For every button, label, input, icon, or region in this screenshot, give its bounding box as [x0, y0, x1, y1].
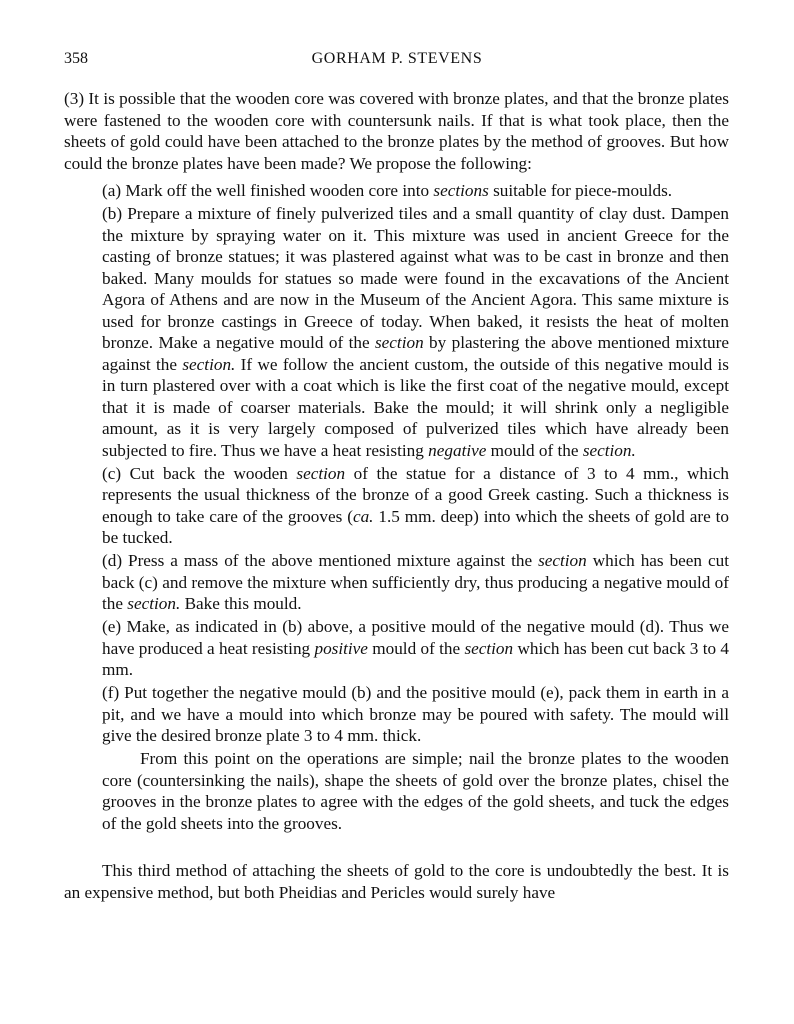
step-f: (f) Put together the negative mould (b) and the positive mould (e), pack them in earth in a pit, and we have a mould into which bronze may be poured with safety. The mould will give the desired bronze plate 3 to 4 mm. thick.: [102, 683, 729, 745]
emphasis: negative: [428, 440, 487, 460]
step-b: (b) Prepare a mixture of finely pulverized tiles and a small quantity of clay dust. Dampen the mixture by spraying water on it. This mixture was used in ancient Greece for the casting of bronze statues; it was plastered against what was to be cast in bronze and then baked. Many moulds for statues so made were found in the excavations of the Ancient Agora of Athens and are now in the Museum of the Ancient Agora. This same mixture is used for bronze castings in Greece of today. When baked, it resists the heat of molten bronze. Make a negative mould of the section by plastering the above mentioned mixture against the section. If we follow the ancient custom, the outside of this negative mould is in turn plastered over with a coat which is like the first coat of the negative mould, except that it is made of coarser materials. Bake the mould; it will shrink only a negligible amount, as it is very largely composed of pulverized tiles which have already been subjected to fire. Thus we have a heat resisting negative mould of the section.: [102, 204, 729, 460]
emphasis: section: [538, 551, 587, 570]
emphasis: section.: [182, 354, 236, 374]
procedure-steps: [102, 180, 729, 834]
emphasis: ca.: [352, 506, 374, 526]
emphasis: sections: [433, 181, 489, 200]
emphasis: positive: [314, 638, 368, 658]
emphasis: section: [374, 333, 424, 352]
emphasis: section.: [127, 594, 181, 613]
emphasis: section: [296, 463, 346, 483]
emphasis: section: [464, 638, 514, 658]
running-head: GORHAM P. STEVENS: [311, 50, 483, 67]
emphasis: section.: [582, 440, 636, 460]
page-header: [64, 50, 730, 74]
page-number: 358: [64, 50, 88, 67]
paragraph-conclusion: This third method of attaching the sheets of gold to the core is undoubtedly the best. It is an expensive method, but both Pheidias and Pericles would surely have: [64, 861, 729, 902]
step-a: (a) Mark off the well finished wooden core into sections suitable for piece-moulds.: [102, 181, 673, 200]
step-final: From this point on the operations are simple; nail the bronze plates to the wooden core (countersinking the nails), shape the sheets of gold over the bronze plates, chisel the grooves in the bronze plates to agree with the edges of the gold sheets, and tuck the edges of the gold sheets into the grooves.: [102, 749, 729, 833]
step-d: (d) Press a mass of the above mentioned mixture against the section which has been cut back (c) and remove the mixture when sufficiently dry, thus producing a negative mould of the section. Bake this mould.: [102, 551, 729, 613]
paragraph-method-3-intro: (3) It is possible that the wooden core was covered with bronze plates, and that the bronze plates were fastened to the wooden core with countersunk nails. If that is what took place, then the sheets of gold could have been attached to the bronze plates by the method of grooves. But how could the bronze plates have been made? We propose the following:: [64, 89, 729, 173]
body-text: [64, 88, 729, 903]
step-e: (e) Make, as indicated in (b) above, a positive mould of the negative mould (d). Thus we have produced a heat resisting positive mould of the section which has been cut back 3 to 4 mm.: [102, 617, 729, 679]
step-c: (c) Cut back the wooden section of the statue for a distance of 3 to 4 mm., which represents the usual thickness of the bronze of a good Greek casting. Such a thickness is enough to take care of the grooves (ca. 1.5 mm. deep) into which the sheets of gold are to be tucked.: [102, 463, 729, 547]
